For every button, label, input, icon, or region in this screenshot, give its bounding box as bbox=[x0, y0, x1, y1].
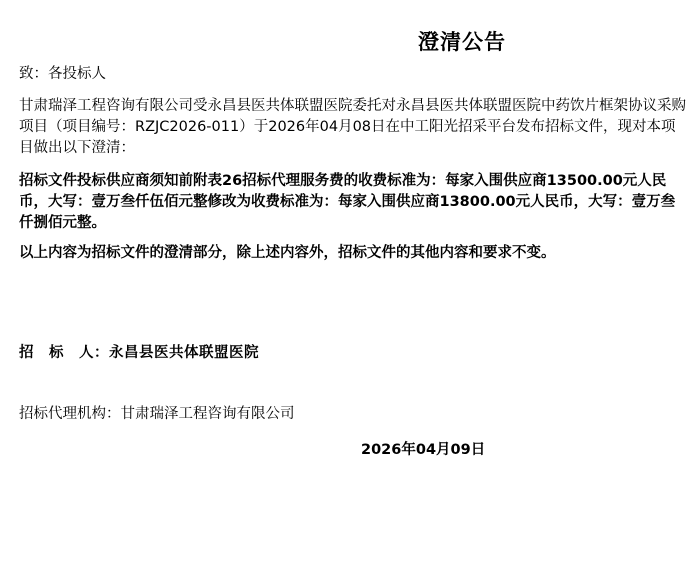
agency-line: 招标代理机构：甘肃瑞泽工程咨询有限公司 bbox=[19, 406, 295, 422]
notice-date: 2026年04月09日 bbox=[361, 442, 486, 458]
clarification-item: 招标文件投标供应商须知前附表26招标代理服务费的收费标准为：每家入围供应商13500.00元人民币，大写：壹万叁仟伍佰元整修改为收费标准为：每家入围供应商13800.00元人民币，大写：壹万叁仟捌佰元整。 bbox=[19, 173, 676, 231]
salutation: 致：各投标人 bbox=[19, 66, 106, 82]
intro-paragraph: 甘肃瑞泽工程咨询有限公司受永昌县医共体联盟医院委托对永昌县医共体联盟医院中药饮片框架协议采购项目（项目编号：RZJC2026-011）于2026年04月08日在中工阳光招采平台发布招标文件，现对本项目做出以下澄清： bbox=[19, 98, 686, 156]
notice-title: 澄清公告 bbox=[418, 30, 506, 54]
tenderer-line: 招 标 人：永昌县医共体联盟医院 bbox=[19, 345, 259, 361]
closing-statement: 以上内容为招标文件的澄清部分，除上述内容外，招标文件的其他内容和要求不变。 bbox=[19, 245, 556, 261]
